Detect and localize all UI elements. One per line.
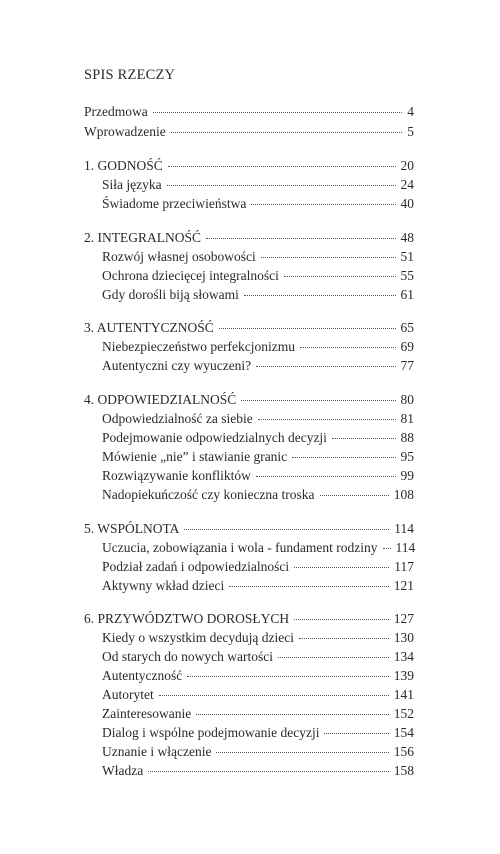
entry-page: 77 <box>400 358 414 373</box>
entry-page: 65 <box>400 320 414 335</box>
entry-title: Podział zadań i odpowiedzialności <box>102 559 290 574</box>
entry-page: 108 <box>393 487 414 502</box>
entry-page: 134 <box>393 649 414 664</box>
dot-leader <box>383 546 391 549</box>
entry-title: Świadome przeciwieństwa <box>102 196 247 211</box>
entry-page: 20 <box>400 158 414 173</box>
entry-page: 99 <box>400 468 414 483</box>
dot-leader <box>292 455 395 458</box>
entry-page: 121 <box>393 578 414 593</box>
entry-page: 48 <box>400 230 414 245</box>
toc-subentry <box>102 428 414 448</box>
dot-leader <box>278 655 389 658</box>
dot-leader <box>256 474 396 477</box>
dot-leader <box>167 183 396 186</box>
dot-leader <box>320 493 389 496</box>
toc-subentry <box>102 685 414 705</box>
entry-page: 130 <box>393 630 414 645</box>
dot-leader <box>196 712 389 715</box>
entry-page: 5 <box>407 124 414 139</box>
dot-leader <box>206 236 396 239</box>
entry-title: Siła języka <box>102 177 162 192</box>
dot-leader <box>244 293 396 296</box>
entry-page: 88 <box>400 430 414 445</box>
entry-title: Wprowadzenie <box>84 124 166 139</box>
entry-page: 117 <box>394 559 414 574</box>
toc-subentry <box>102 175 414 195</box>
entry-title: Nadopiekuńczość czy konieczna troska <box>102 487 315 502</box>
entry-page: 81 <box>400 411 414 426</box>
entry-title: Autentyczni czy wyuczeni? <box>102 358 252 373</box>
entry-title: Gdy dorośli biją słowami <box>102 287 239 302</box>
entry-title: Zainteresowanie <box>102 706 192 721</box>
entry-title: 5. WSPÓLNOTA <box>84 521 180 536</box>
toc-subentry <box>102 356 414 376</box>
entry-page: 127 <box>393 611 414 626</box>
toc-subentry <box>102 409 414 429</box>
dot-leader <box>229 584 389 587</box>
entry-page: 139 <box>393 668 414 683</box>
entry-title: Podejmowanie odpowiedzialnych decyzji <box>102 430 327 445</box>
toc-chapter-3 <box>84 318 414 338</box>
entry-page: 24 <box>400 177 414 192</box>
entry-title: Odpowiedzialność za siebie <box>102 411 253 426</box>
toc-subentry <box>102 761 414 781</box>
entry-page: 154 <box>393 725 414 740</box>
toc-chapter-5 <box>84 519 414 539</box>
toc-entry-introduction <box>84 122 414 142</box>
entry-title: Aktywny wkład dzieci <box>102 578 225 593</box>
toc-subentry <box>102 647 414 667</box>
dot-leader <box>216 750 388 753</box>
dot-leader <box>187 674 389 677</box>
dot-leader <box>241 398 395 401</box>
dot-leader <box>171 130 403 133</box>
entry-title: Władza <box>102 763 144 778</box>
entry-page: 114 <box>395 540 416 555</box>
toc-subentry <box>102 337 414 357</box>
entry-page: 156 <box>393 744 414 759</box>
dot-leader <box>294 617 389 620</box>
entry-title: Mówienie „nie” i stawianie granic <box>102 449 288 464</box>
entry-title: Dialog i wspólne podejmowanie decyzji <box>102 725 320 740</box>
dot-leader <box>256 364 395 367</box>
entry-title: Kiedy o wszystkim decydują dzieci <box>102 630 294 645</box>
entry-title: Uczucia, zobowiązania i wola - fundament rodziny <box>102 540 378 555</box>
entry-title: Autentyczność <box>102 668 183 683</box>
toc-subentry <box>102 576 414 596</box>
dot-leader <box>153 110 403 113</box>
toc-subentry <box>102 538 414 558</box>
dot-leader <box>294 565 389 568</box>
toc-chapter-6 <box>84 609 414 629</box>
entry-page: 61 <box>400 287 414 302</box>
dot-leader <box>168 164 396 167</box>
toc-heading: SPIS RZECZY <box>84 67 176 83</box>
dot-leader <box>332 436 396 439</box>
dot-leader <box>184 527 389 530</box>
toc-subentry <box>102 247 414 267</box>
toc-subentry <box>102 266 414 286</box>
entry-title: 1. GODNOŚĆ <box>84 158 163 173</box>
dot-leader <box>148 769 389 772</box>
toc-subentry <box>102 704 414 724</box>
entry-page: 152 <box>393 706 414 721</box>
toc-subentry <box>102 485 414 505</box>
toc-entry-preface <box>84 102 414 122</box>
dot-leader <box>300 345 395 348</box>
entry-title: Ochrona dziecięcej integralności <box>102 268 279 283</box>
toc-subentry <box>102 466 414 486</box>
entry-page: 55 <box>400 268 414 283</box>
entry-title: 2. INTEGRALNOŚĆ <box>84 230 201 245</box>
entry-title: Rozwój własnej osobowości <box>102 249 256 264</box>
entry-title: Autorytet <box>102 687 154 702</box>
toc-subentry <box>102 557 414 577</box>
entry-page: 114 <box>394 521 414 536</box>
entry-page: 158 <box>393 763 414 778</box>
entry-title: 4. ODPOWIEDZIALNOŚĆ <box>84 392 237 407</box>
toc-subentry <box>102 628 414 648</box>
dot-leader <box>251 202 395 205</box>
dot-leader <box>261 255 396 258</box>
dot-leader <box>219 326 396 329</box>
entry-title: Uznanie i włączenie <box>102 744 212 759</box>
toc-subentry <box>102 723 414 743</box>
entry-page: 69 <box>400 339 414 354</box>
entry-title: Rozwiązywanie konfliktów <box>102 468 251 483</box>
toc-chapter-2 <box>84 228 414 248</box>
entry-page: 141 <box>393 687 414 702</box>
entry-page: 4 <box>407 104 414 119</box>
toc-subentry <box>102 742 414 762</box>
entry-title: Niebezpieczeństwo perfekcjonizmu <box>102 339 296 354</box>
dot-leader <box>299 636 389 639</box>
toc-subentry <box>102 447 414 467</box>
entry-title: Od starych do nowych wartości <box>102 649 273 664</box>
toc-chapter-1 <box>84 156 414 176</box>
dot-leader <box>159 693 389 696</box>
entry-title: 6. PRZYWÓDZTWO DOROSŁYCH <box>84 611 290 626</box>
entry-title: Przedmowa <box>84 104 148 119</box>
toc-subentry <box>102 285 414 305</box>
toc-subentry <box>102 194 414 214</box>
dot-leader <box>324 731 388 734</box>
entry-page: 51 <box>400 249 414 264</box>
dot-leader <box>258 417 396 420</box>
entry-page: 80 <box>400 392 414 407</box>
toc-subentry <box>102 666 414 686</box>
dot-leader <box>284 274 396 277</box>
entry-page: 40 <box>400 196 414 211</box>
toc-chapter-4 <box>84 390 414 410</box>
entry-page: 95 <box>400 449 414 464</box>
entry-title: 3. AUTENTYCZNOŚĆ <box>84 320 214 335</box>
